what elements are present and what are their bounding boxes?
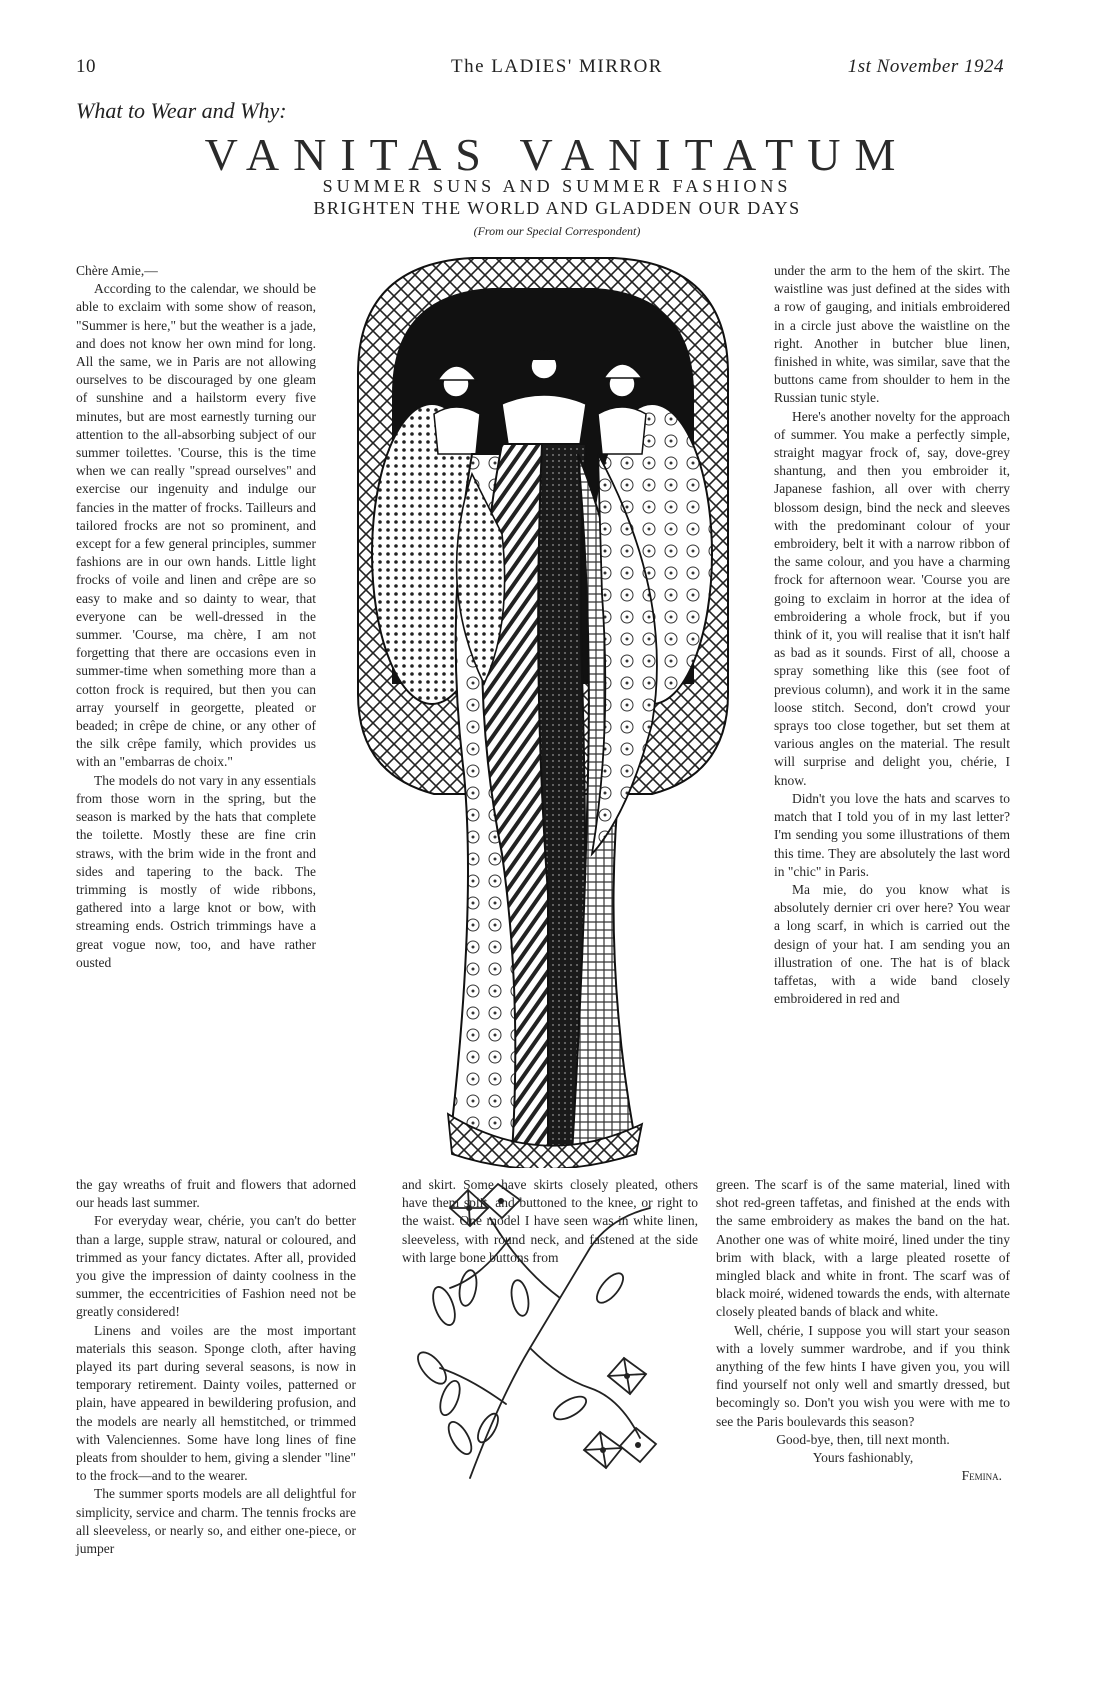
paragraph: For everyday wear, chérie, you can't do better than a large, supple straw, natural or coloured, and trimmed as your fancy dictates. After all, provided you give the impression of dainty coolness in the summer, the eccentricities of Fashion need not be greatly considered! — [76, 1213, 356, 1320]
left-column-upper — [76, 262, 316, 972]
right-column-lower — [716, 1176, 1010, 1485]
issue-date: 1st November 1924 — [847, 56, 1004, 77]
closing-line: Good-bye, then, till next month. — [776, 1431, 950, 1447]
paragraph: Ma mie, do you know what is absolutely dernier cri over here? You wear a long scarf, in which is carried out the design of your hat. I am sending you an illustration of one. The hat is of black taffetas, with a wide band closely embroidered in red and — [774, 881, 1010, 1007]
middle-column — [402, 1176, 698, 1267]
sign-off: Yours fashionably, — [812, 1450, 914, 1466]
article-subtitle-2: BRIGHTEN THE WORLD AND GLADDEN OUR DAYS — [313, 198, 801, 218]
paragraph: under the arm to the hem of the skirt. The waistline was just defined at the sides with a row of gauging, and initials embroidered in a circle just above the waistline on the right. Another in butcher blue linen, finished in white, was similar, save that the buttons came from shoulder to hem in the Russian tunic style. — [774, 263, 1010, 406]
signature: Femina. — [961, 1468, 1002, 1484]
magazine-title: The LADIES' MIRROR — [451, 56, 663, 77]
fashion-illustration — [352, 254, 734, 1168]
article-byline: (From our Special Correspondent) — [473, 224, 641, 238]
paragraph: Didn't you love the hats and scarves to match that I told you of in my last letter? I'm sending you some illustrations of them this time. They are absolutely the last word in "chic" in Paris. — [774, 790, 1010, 879]
paragraph: Linens and voiles are the most important materials this season. Sponge cloth, after having played its part during several seasons, is now in temporary retirement. Dainty voiles, patterned or plain, have appeared in bewildering profusion, and the models are nearly all hemstitched, or trimmed with Valenciennes. Some have long lines of fine pleats from shoulder to hem, giving a slender "line" to the frock—and to the wearer. — [76, 1322, 356, 1484]
paragraph: Here's another novelty for the approach of summer. You make a perfectly simple, straight magyar frock of, say, dove-grey shantung, and then you embroider it, Japanese fashion, all over with cherry blossom design, bind the neck and sleeves with the predominant colour of your embroidery, belt it with a narrow ribbon of the same colour, and you have a charming frock for afternoon wear. 'Course you are going to exclaim in horror at the idea of embroidering a whole frock, but if you think of it, you will realise that it isn't half as bad as it sounds. First of all, choose a spray something like this (see foot of previous column), and work it in the same loose stitch. Second, don't crowd your sprays too close together, but set them at various angles on the material. The result will surprise and delight you, chérie, I know. — [774, 408, 1010, 788]
article-subtitle-1: SUMMER SUNS AND SUMMER FASHIONS — [322, 176, 792, 196]
paragraph: green. The scarf is of the same material, lined with shot red-green taffetas, and finished at the ends with the same embroidery as makes the band on the hat. Another one was of white moiré, lined under the tiny brim with black, with a large pleated rosette of mingled black and white in front. The scarf was of black moiré, widened towards the ends, with alternate closely pleated bands of black and white. — [716, 1177, 1010, 1320]
article-title: VANITAS VANITATUM — [204, 129, 910, 180]
paragraph: and skirt. Some have skirts closely pleated, others have them split, and buttoned to the knee, or right to the waist. One model I have seen was in white linen, sleeveless, with round neck, and fastened at the side with large bone buttons from — [402, 1177, 698, 1265]
article-kicker: What to Wear and Why: — [76, 98, 287, 123]
left-column-lower — [76, 1176, 356, 1558]
paragraph: The summer sports models are all delightful for simplicity, service and charm. The tennis frocks are all sleeveless, or nearly so, and either one-piece, or jumper — [76, 1486, 356, 1557]
right-column-upper — [774, 262, 1010, 1008]
paragraph: Well, chérie, I suppose you will start your season with a lovely summer wardrobe, and if you think anything of the few hints I have given you, you will find yourself not only well and smartly dressed, but becomingly so. Don't you wish you were with me to see the Paris boulevards this season? — [716, 1322, 1010, 1429]
paragraph: According to the calendar, we should be able to exclaim with some show of reason, "Summer is here," but the weather is a jade, and does not know her own mind for long. All the same, we in Paris are not allowing ourselves to be discouraged by one gleam of sunshine and a hailstorm every five minutes, but are most earnestly turning our attention to the all-absorbing subject of our summer toilettes. 'Course, this is the time when we can really "spread ourselves" and exercise our ingenuity and indulge our fancies in the matter of frocks. Tailleurs and tailored frocks are not so prominent, and except for a few general principles, summer fashions are in our own hands. Little light frocks of voile and linen and crêpe are so easy to make and so dainty to wear, that everyone can be well-dressed in the summer. 'Course, ma chère, I am not forgetting that there are occasions even in summer-time when something more than a cotton frock is required, but then you can array yourself in georgette, pleated or beaded; in crêpe de chine, or any other of the silk crêpe family, which provides us with an "embarras de choix." — [76, 281, 316, 770]
salutation: Chère Amie,— — [76, 263, 158, 278]
paragraph: the gay wreaths of fruit and flowers that adorned our heads last summer. — [76, 1177, 356, 1211]
paragraph: The models do not vary in any essentials from those worn in the spring, but the season is marked by the hats that complete the toilette. Mostly these are fine crin straws, with the brim wide in the front and sides and tapering to the back. The trimming is mostly of wide ribbons, gathered into a large knot or bow, with streaming ends. Ostrich trimmings have a great vogue now, too, and have rather ousted — [76, 772, 316, 970]
page-number: 10 — [76, 56, 96, 77]
